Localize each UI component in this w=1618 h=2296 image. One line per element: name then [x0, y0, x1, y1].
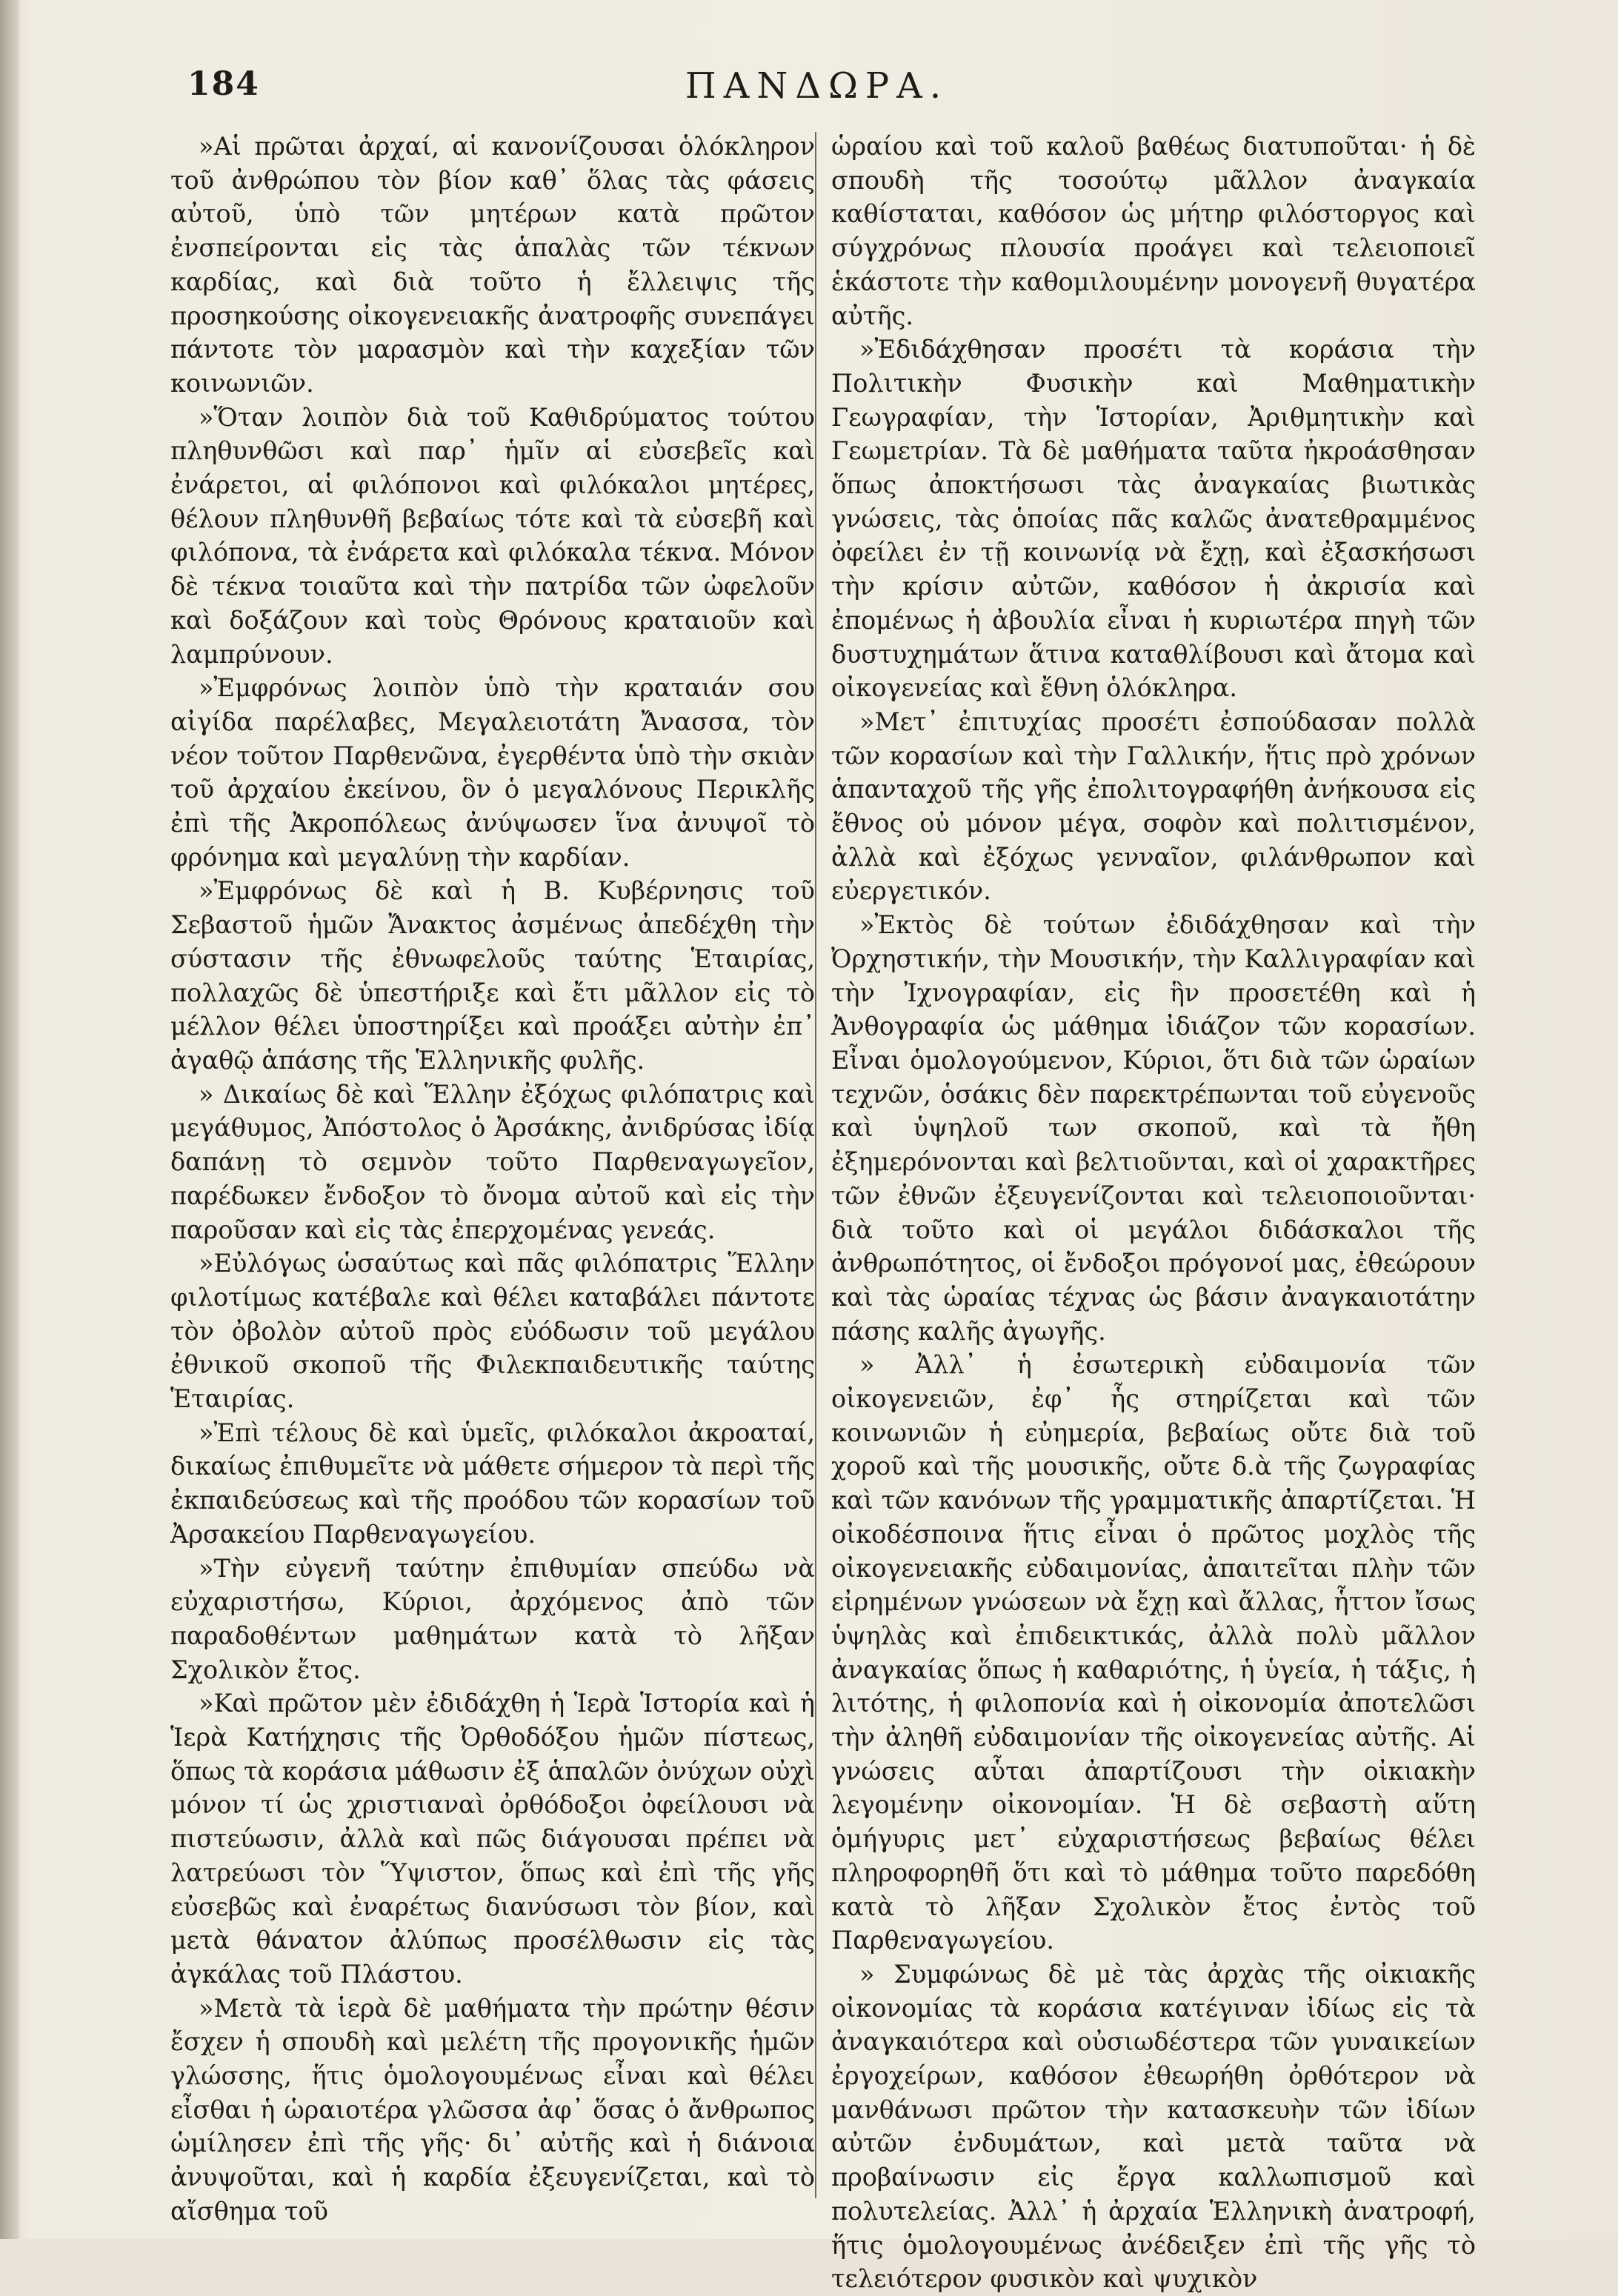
paragraph: ὡραίου καὶ τοῦ καλοῦ βαθέως διατυποῦται· ἡ δὲ σπουδὴ τῆς τοσούτῳ μᾶλλον ἀναγκαία καθίσταται, καθόσον ὡς μήτηρ φιλόστοργος καὶ σύγχρόνως πλουσία προάγει καὶ τελειοποιεῖ ἑκάστοτε τὴν καθομιλουμένην μονογενῆ θυγατέρα αὐτῆς. [831, 132, 1476, 330]
paragraph: » Ἀλλ᾽ ἡ ἐσωτερικὴ εὐδαιμονία τῶν οἰκογενειῶν, ἐφ᾽ ἧς στηρίζεται καὶ τῶν κοινωνιῶν ἡ εὐημερία, βεβαίως οὔτε διὰ τοῦ χοροῦ καὶ τῆς μουσικῆς, οὔτε δ.ὰ τῆς ζωγραφίας καὶ τῶν κανόνων τῆς γραμματικῆς ἀπαρτίζεται. Ἡ οἰκοδέσποινα ἥτις εἶναι ὁ πρῶτος μοχλὸς τῆς οἰκογενειακῆς εὐδαιμονίας, ἀπαιτεῖται πλὴν τῶν εἰρημένων γνώσεων νὰ ἔχῃ καὶ ἄλλας, ἧττον ἴσως ὑψηλὰς καὶ ἐπιδεικτικάς, ἀλλὰ πολὺ μᾶλλον ἀναγκαίας ὅπως ἡ καθαριότης, ἡ ὑγεία, ἡ τάξις, ἡ λιτότης, ἡ φιλοπονία καὶ ἡ οἰκονομία ἀποτελῶσι τὴν ἀληθῆ εὐδαιμονίαν τῆς οἰκογενείας αὐτῆς. Αἱ γνώσεις αὗται ἀπαρτίζουσι τὴν οἰκιακὴν λεγομένην οἰκονομίαν. Ἡ δὲ σεβαστὴ αὕτη ὁμήγυρις μετ᾽ εὐχαριστήσεως βεβαίως θέλει πληροφορηθῆ ὅτι καὶ τὸ μάθημα τοῦτο παρεδόθη κατὰ τὸ λῆξαν Σχολικὸν ἔτος ἐντὸς τοῦ Παρθεναγωγείου. [831, 1350, 1476, 1955]
paragraph: »Ἐπὶ τέλους δὲ καὶ ὑμεῖς, φιλόκαλοι ἀκροαταί, δικαίως ἐπιθυμεῖτε νὰ μάθετε σήμερον τὰ περὶ τῆς ἐκπαιδεύσεως καὶ τῆς προόδου τῶν κορασίων τοῦ Ἀρσακείου Παρθεναγωγείου. [170, 1418, 815, 1549]
left-column [170, 130, 815, 2226]
paragraph: » Συμφώνως δὲ μὲ τὰς ἀρχὰς τῆς οἰκιακῆς οἰκονομίας τὰ κοράσια κατέγιναν ἰδίως εἰς τὰ ἀναγκαιότερα καὶ οὐσιωδέστερα τῶν γυναικείων ἐργοχείρων, καθόσον ἐθεωρήθη ὀρθότερον νὰ μανθάνωσι πρῶτον τὴν κατασκευὴν τῶν ἰδίων αὐτῶν ἐνδυμάτων, καὶ μετὰ ταῦτα νὰ προβαίνωσιν εἰς ἔργα καλλωπισμοῦ καὶ πολυτελείας. Ἀλλ᾽ ἡ ἀρχαία Ἑλληνικὴ ἀνατροφή, ἥτις ὁμολογουμένως ἀνέδειξεν ἐπὶ τῆς γῆς τὸ τελειότερον φυσικὸν καὶ ψυχικὸν [831, 1959, 1476, 2294]
right-column [831, 130, 1476, 2294]
paragraph: »Ἐμφρόνως δὲ καὶ ἡ Β. Κυβέρνησις τοῦ Σεβαστοῦ ἡμῶν Ἄνακτος ἀσμένως ἀπεδέχθη τὴν σύστασιν τῆς ἐθνωφελοῦς ταύτης Ἑταιρίας, πολλαχῶς δὲ ὑπεστήριξε καὶ ἔτι μᾶλλον εἰς τὸ μέλλον θέλει ὑποστηρίξει καὶ προάξει αὐτὴν ἐπ᾽ ἀγαθῷ ἁπάσης τῆς Ἑλληνικῆς φυλῆς. [170, 876, 815, 1075]
paragraph: »Ἐκτὸς δὲ τούτων ἐδιδάχθησαν καὶ τὴν Ὀρχηστικήν, τὴν Μουσικήν, τὴν Καλλιγραφίαν καὶ τὴν Ἰχνογραφίαν, εἰς ἣν προσετέθη καὶ ἡ Ἀνθογραφία ὡς μάθημα ἰδιάζον τῶν κορασίων. Εἶναι ὁμολογούμενον, Κύριοι, ὅτι διὰ τῶν ὡραίων τεχνῶν, ὁσάκις δὲν παρεκτρέπωνται τοῦ εὐγενοῦς καὶ ὑψηλοῦ των σκοποῦ, καὶ τὰ ἤθη ἐξημερόνονται καὶ βελτιοῦνται, καὶ οἱ χαρακτῆρες τῶν ἐθνῶν ἐξευγενίζονται καὶ τελειοποιοῦνται· διὰ τοῦτο καὶ οἱ μεγάλοι διδάσκαλοι τῆς ἀνθρωπότητος, οἱ ἔνδοξοι πρόγονοί μας, ἐθεώρουν καὶ τὰς ὡραίας τέχνας ὡς βάσιν ἀναγκαιοτάτην πάσης καλῆς ἀγωγῆς. [831, 910, 1476, 1346]
page-header [167, 65, 1467, 117]
paragraph: »Ὅταν λοιπὸν διὰ τοῦ Καθιδρύματος τούτου πληθυνθῶσι καὶ παρ᾽ ἡμῖν αἱ εὐσεβεῖς καὶ ἐνάρετοι, αἱ φιλόπονοι καὶ φιλόκαλοι μητέρες, θέλουν πληθυνθῆ βεβαίως τότε καὶ τὰ εὐσεβῆ καὶ φιλόπονα, τὰ ἐνάρετα καὶ φιλόκαλα τέκνα. Μόνον δὲ τέκνα τοιαῦτα καὶ τὴν πατρίδα τῶν ὠφελοῦν καὶ δοξάζουν καὶ τοὺς Θρόνους κραταιοῦν καὶ λαμπρύνουν. [170, 402, 815, 669]
column-divider [815, 132, 816, 2198]
paragraph: »Μετ᾽ ἐπιτυχίας προσέτι ἐσπούδασαν πολλὰ τῶν κορασίων καὶ τὴν Γαλλικήν, ἥτις πρὸ χρόνων ἁπανταχοῦ τῆς γῆς ἐπολιτογραφήθη ἀνήκουσα εἰς ἔθνος οὐ μόνον μέγα, σοφὸν καὶ πολιτισμένον, ἀλλὰ καὶ ἐξόχως γενναῖον, φιλάνθρωπον καὶ εὐεργετικόν. [831, 707, 1476, 906]
page-number: 184 [187, 65, 260, 103]
paragraph: »Αἱ πρῶται ἀρχαί, αἱ κανονίζουσαι ὁλόκληρον τοῦ ἀνθρώπου τὸν βίον καθ᾽ ὅλας τὰς φάσεις αὐτοῦ, ὑπὸ τῶν μητέρων κατὰ πρῶτον ἐνσπείρονται εἰς τὰς ἁπαλὰς τῶν τέκνων καρδίας, καὶ διὰ τοῦτο ἡ ἔλλειψις τῆς προσηκούσης οἰκογενειακῆς ἀνατροφῆς συνεπάγει πάντοτε τὸν μαρασμὸν καὶ τὴν καχεξίαν τῶν κοινωνιῶν. [170, 132, 815, 398]
paragraph: »Ἐμφρόνως λοιπὸν ὑπὸ τὴν κραταιάν σου αἰγίδα παρέλαβες, Μεγαλειοτάτη Ἄνασσα, τὸν νέον τοῦτον Παρθενῶνα, ἐγερθέντα ὑπὸ τὴν σκιὰν τοῦ ἀρχαίου ἐκείνου, ὃν ὁ μεγαλόνους Περικλῆς ἐπὶ τῆς Ἀκροπόλεως ἀνύψωσεν ἵνα ἀνυψοῖ τὸ φρόνημα καὶ μεγαλύνῃ τὴν καρδίαν. [170, 673, 815, 872]
paragraph: »Τὴν εὐγενῆ ταύτην ἐπιθυμίαν σπεύδω νὰ εὐχαριστήσω, Κύριοι, ἀρχόμενος ἀπὸ τῶν παραδοθέντων μαθημάτων κατὰ τὸ λῆξαν Σχολικὸν ἔτος. [170, 1553, 815, 1684]
paragraph: »Ἐδιδάχθησαν προσέτι τὰ κοράσια τὴν Πολιτικὴν Φυσικὴν καὶ Μαθηματικὴν Γεωγραφίαν, τὴν Ἱστορίαν, Ἀριθμητικὴν καὶ Γεωμετρίαν. Τὰ δὲ μαθήματα ταῦτα ἠκροάσθησαν ὅπως ἀποκτήσωσι τὰς ἀναγκαίας βιωτικὰς γνώσεις, τὰς ὁποίας πᾶς καλῶς ἀνατεθραμμένος ὀφείλει ἐν τῇ κοινωνίᾳ νὰ ἔχῃ, καὶ ἐξασκήσωσι τὴν κρίσιν αὐτῶν, καθόσον ἡ ἀκρισία καὶ ἐπομένως ἡ ἀβουλία εἶναι ἡ κυριωτέρα πηγὴ τῶν δυστυχημάτων ἅτινα καταθλίβουσι καὶ ἄτομα καὶ οἰκογενείας καὶ ἔθνη ὁλόκληρα. [831, 335, 1476, 703]
paragraph: » Δικαίως δὲ καὶ Ἕλλην ἐξόχως φιλόπατρις καὶ μεγάθυμος, Ἀπόστολος ὁ Ἀρσάκης, ἀνιδρύσας ἰδίᾳ δαπάνῃ τὸ σεμνὸν τοῦτο Παρθεναγωγεῖον, παρέδωκεν ἔνδοξον τὸ ὄνομα αὐτοῦ καὶ εἰς τὴν παροῦσαν καὶ εἰς τὰς ἐπερχομένας γενεάς. [170, 1079, 815, 1244]
paragraph: »Καὶ πρῶτον μὲν ἐδιδάχθη ἡ Ἱερὰ Ἱστορία καὶ ἡ Ἱερὰ Κατήχησις τῆς Ὀρθοδόξου ἡμῶν πίστεως, ὅπως τὰ κοράσια μάθωσιν ἐξ ἁπαλῶν ὀνύχων οὐχὶ μόνον τί ὡς χριστιαναὶ ὀρθόδοξοι ὀφείλουσι νὰ πιστεύωσιν, ἀλλὰ καὶ πῶς διάγουσαι πρέπει νὰ λατρεύωσι τὸν Ὕψιστον, ὅπως καὶ ἐπὶ τῆς γῆς εὐσεβῶς καὶ ἐναρέτως διανύσωσι τὸν βίον, καὶ μετὰ θάνατον ἀλύπως προσέλθωσιν εἰς τὰς ἀγκάλας τοῦ Πλάστου. [170, 1689, 815, 1989]
paragraph: »Εὐλόγως ὡσαύτως καὶ πᾶς φιλόπατρις Ἕλλην φιλοτίμως κατέβαλε καὶ θέλει καταβάλει πάντοτε τὸν ὀβολὸν αὐτοῦ πρὸς εὐόδωσιν τοῦ μεγάλου ἐθνικοῦ σκοποῦ τῆς Φιλεκπαιδευτικῆς ταύτης Ἑταιρίας. [170, 1249, 815, 1414]
book-spine-shadow [0, 0, 19, 2239]
running-title: ΠΑΝΔΩΡΑ. [685, 65, 949, 107]
paragraph: »Μετὰ τὰ ἱερὰ δὲ μαθήματα τὴν πρώτην θέσιν ἔσχεν ἡ σπουδὴ καὶ μελέτη τῆς προγονικῆς ἡμῶν γλώσσης, ἥτις ὁμολογουμένως εἶναι καὶ θέλει εἶσθαι ἡ ὡραιοτέρα γλῶσσα ἀφ᾽ ὅσας ὁ ἄνθρωπος ὡμίλησεν ἐπὶ τῆς γῆς· δι᾽ αὐτῆς καὶ ἡ διάνοια ἀνυψοῦται, καὶ ἡ καρδία ἐξευγενίζεται, καὶ τὸ αἴσθημα τοῦ [170, 1993, 815, 2226]
